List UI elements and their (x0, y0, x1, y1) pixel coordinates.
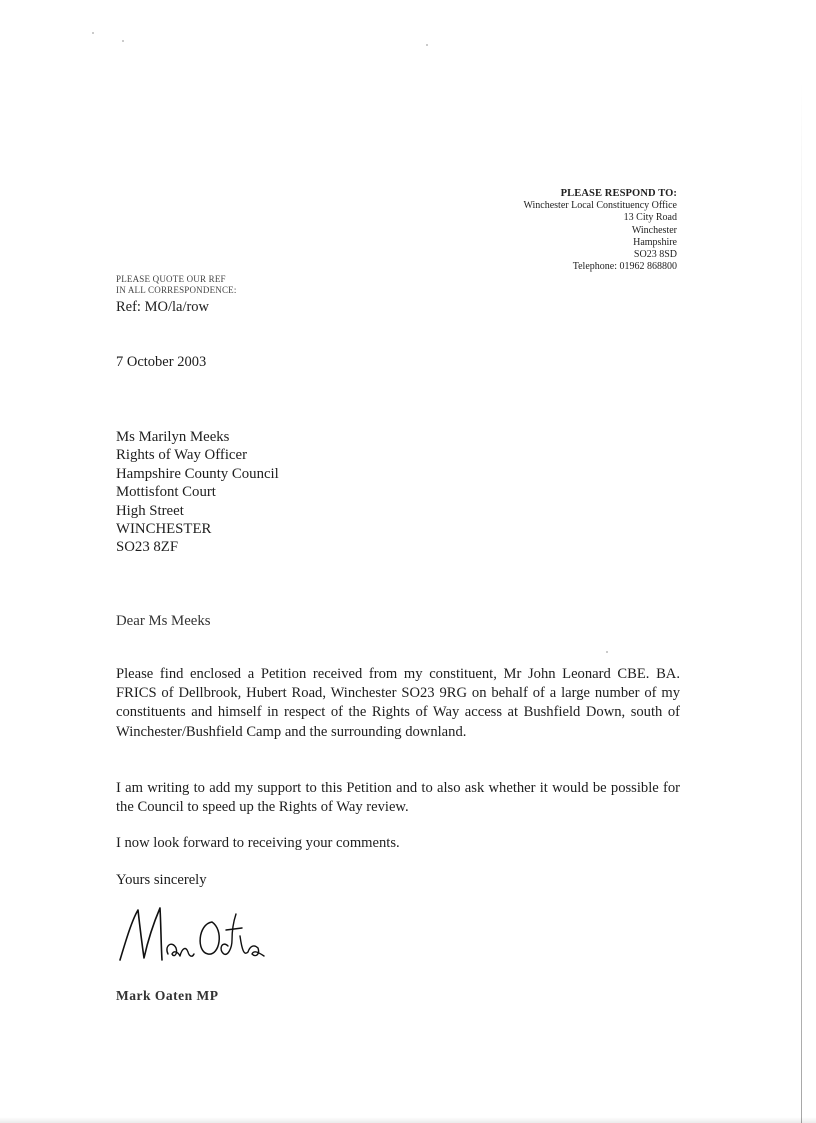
respond-to-telephone: Telephone: 01962 868800 (572, 261, 677, 273)
recipient-street: High Street (116, 502, 184, 519)
respond-to-office: Winchester Local Constituency Office (523, 200, 677, 212)
body-paragraph-3: I now look forward to receiving your comments. (116, 835, 400, 851)
handwritten-signature (116, 900, 266, 970)
recipient-building: Mottisfont Court (116, 484, 216, 501)
scan-speck (426, 44, 428, 46)
recipient-organisation: Hampshire County Council (116, 465, 279, 482)
recipient-name: Ms Marilyn Meeks (116, 429, 230, 445)
respond-to-heading: PLEASE RESPOND TO: (560, 188, 677, 199)
respond-to-postcode: SO23 8SD (633, 249, 677, 261)
letter-date: 7 October 2003 (116, 354, 207, 370)
page-bottom-shadow (0, 1117, 816, 1123)
scan-speck (122, 40, 124, 42)
salutation: Dear Ms Meeks (116, 613, 211, 629)
recipient-title: Rights of Way Officer (116, 447, 247, 464)
quote-ref-notice (116, 274, 237, 296)
quote-ref-line-2: IN ALL CORRESPONDENCE: (116, 285, 237, 295)
page-edge-shadow (801, 80, 802, 1123)
respond-to-street: 13 City Road (623, 212, 677, 224)
respond-to-block (523, 188, 677, 273)
scan-speck (92, 32, 94, 34)
body-paragraph-2: I am writing to add my support to this Petition and to also ask whether it would be possible for the Council to speed up the Rights of Way review. (116, 780, 680, 816)
recipient-town: WINCHESTER (116, 521, 212, 538)
body-paragraph-1: Please find enclosed a Petition received from my constituent, Mr John Leonard CBE. BA. FRICS of Dellbrook, Hubert Road, Winchester SO23 9RG on behalf of a large number of my constituents and himself in respect of the Rights of Way access at Bushfield Down, south of Winchester/Bushfield Camp and the surrounding downland. (116, 666, 680, 740)
reference-code: Ref: MO/la/row (116, 299, 210, 315)
respond-to-town: Winchester (631, 224, 677, 236)
quote-ref-line-1: PLEASE QUOTE OUR REF (116, 274, 226, 284)
recipient-address (116, 428, 279, 557)
scan-speck (606, 651, 608, 653)
signatory-name: Mark Oaten MP (116, 988, 219, 1003)
respond-to-county: Hampshire (633, 236, 677, 248)
recipient-postcode: SO23 8ZF (116, 539, 179, 556)
closing: Yours sincerely (116, 872, 207, 888)
